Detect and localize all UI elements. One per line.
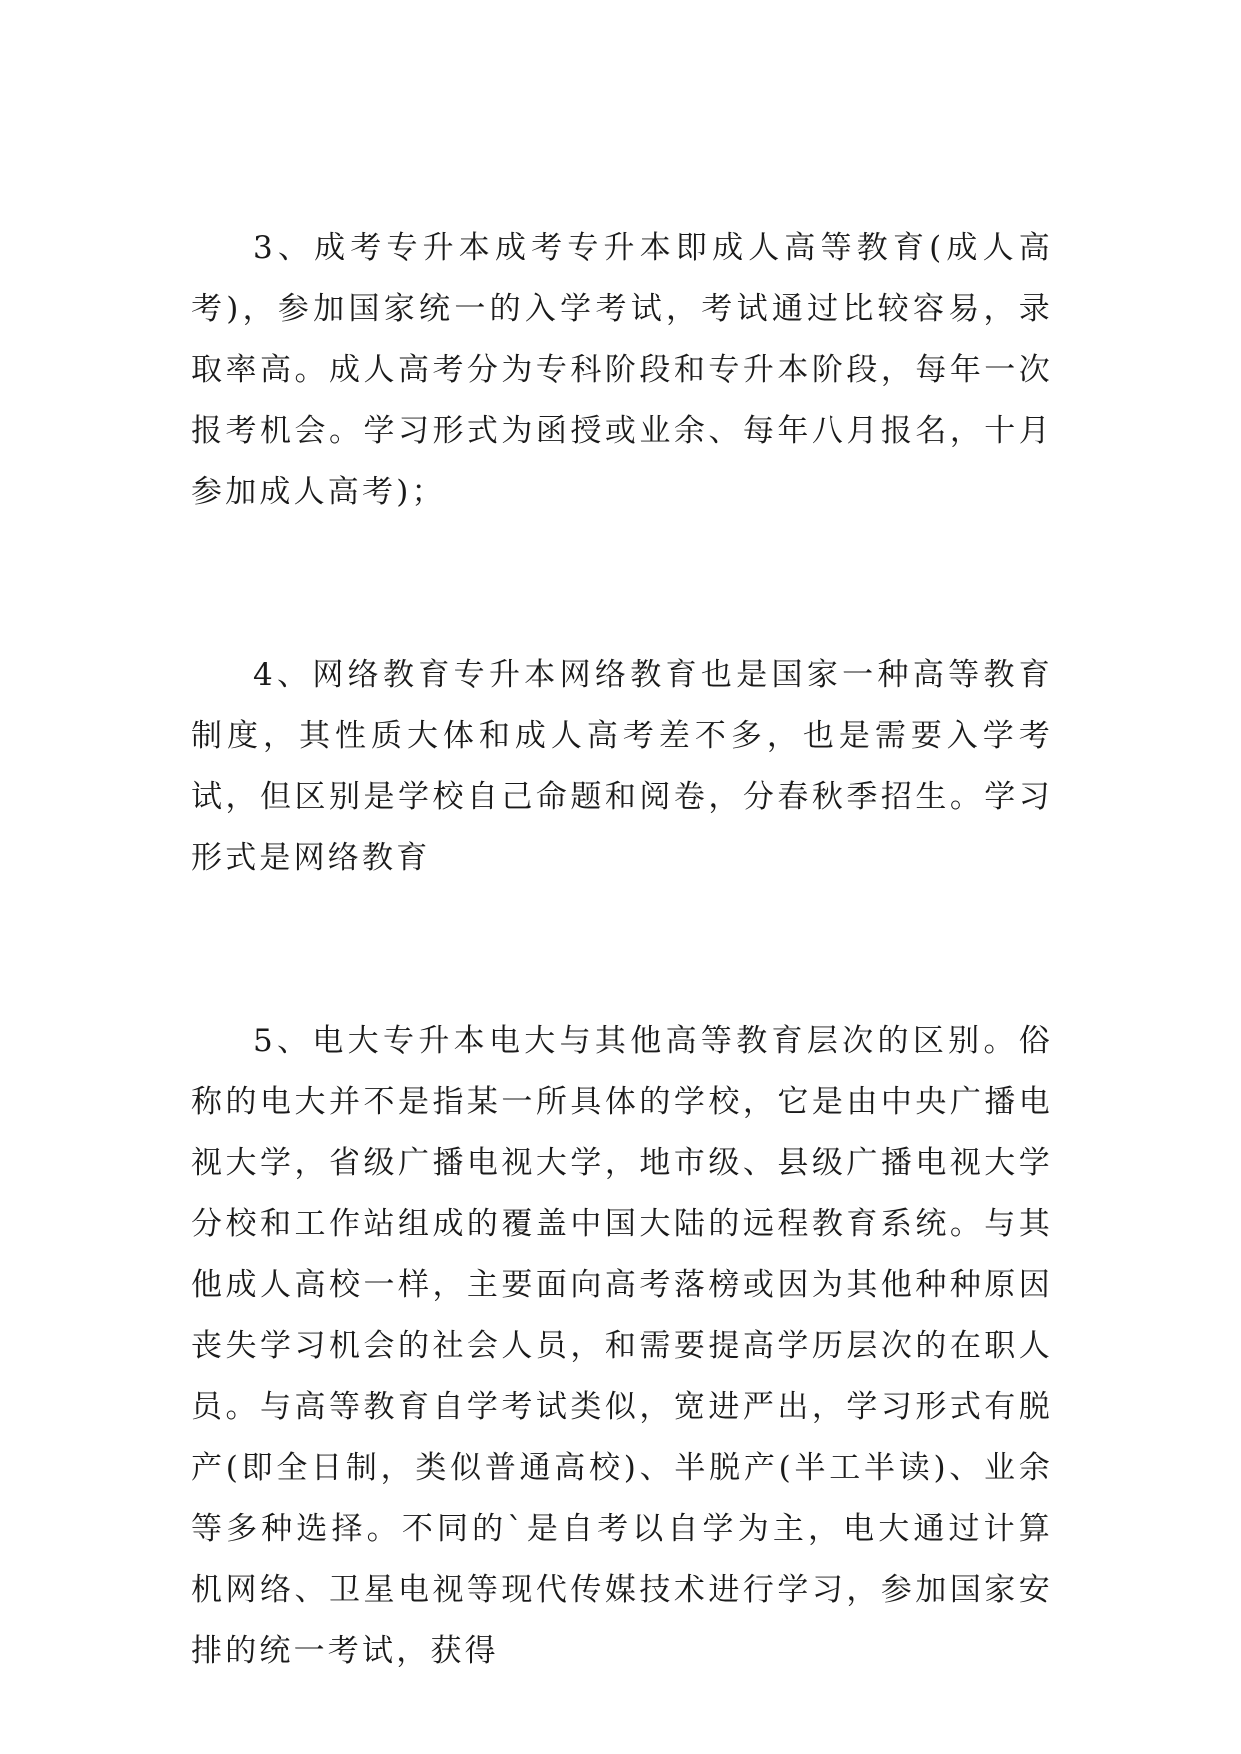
document-body	[191, 218, 1053, 1682]
paragraph-online-education: 4、网络教育专升本网络教育也是国家一种高等教育制度，其性质大体和成人高考差不多，也是需要入学考试，但区别是学校自己命题和阅卷，分春秋季招生。学习形式是网络教育	[191, 657, 1053, 876]
paragraph-self-study-exam: 3、成考专升本成考专升本即成人高等教育(成人高考)，参加国家统一的入学考试，考试通过比较容易，录取率高。成人高考分为专科阶段和专升本阶段，每年一次报考机会。学习形式为函授或业余、每年八月报名，十月参加成人高考)；	[191, 230, 1053, 510]
paragraph-tv-university: 5、电大专升本电大与其他高等教育层次的区别。俗称的电大并不是指某一所具体的学校，它是由中央广播电视大学，省级广播电视大学，地市级、县级广播电视大学分校和工作站组成的覆盖中国大陆的远程教育系统。与其他成人高校一样，主要面向高考落榜或因为其他种种原因丧失学习机会的社会人员，和需要提高学历层次的在职人员。与高等教育自学考试类似，宽进严出，学习形式有脱产(即全日制，类似普通高校)、半脱产(半工半读)、业余等多种选择。不同的`是自考以自学为主，电大通过计算机网络、卫星电视等现代传媒技术进行学习，参加国家安排的统一考试，获得	[191, 1023, 1053, 1669]
